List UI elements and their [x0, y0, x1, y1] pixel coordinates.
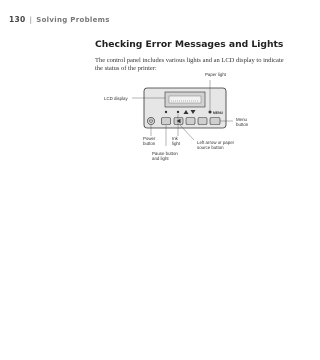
pause-label-line1: Pause button: [152, 151, 178, 156]
power-button-label-line1: Power: [143, 136, 156, 141]
menu-button-label-line2: button: [236, 122, 249, 127]
lcd-display-label: LCD display: [104, 96, 128, 101]
up-button[interactable]: [186, 118, 195, 125]
header-separator: |: [29, 16, 33, 24]
power-button-label-line2: button: [143, 141, 156, 146]
menu-key-label: MENU: [213, 111, 223, 115]
ink-light: [177, 111, 179, 113]
pause-light: [165, 111, 167, 113]
power-button[interactable]: [147, 117, 154, 124]
ink-light-label-line2: light: [172, 141, 181, 146]
intro-paragraph: The control panel includes various lights and an LCD display to indicate the status of the printer:: [95, 57, 284, 72]
lcd-screen: [169, 96, 201, 103]
left-arrow-label-line1: Left arrow or paper: [197, 140, 235, 145]
paper-light: [209, 111, 212, 114]
pause-label-line2: and light: [152, 156, 169, 161]
paper-light-label: Paper light: [205, 72, 226, 77]
page-number: 130: [9, 15, 26, 24]
chapter-title: Solving Problems: [36, 16, 110, 24]
menu-button-label-line1: Menu: [236, 117, 247, 122]
left-arrow-label-line2: source button: [197, 145, 224, 150]
menu-button[interactable]: [210, 118, 220, 125]
pause-button[interactable]: [162, 118, 171, 125]
section-title: Checking Error Messages and Lights: [95, 39, 284, 50]
ink-light-label-line1: Ink: [172, 136, 178, 141]
down-button[interactable]: [198, 118, 207, 125]
